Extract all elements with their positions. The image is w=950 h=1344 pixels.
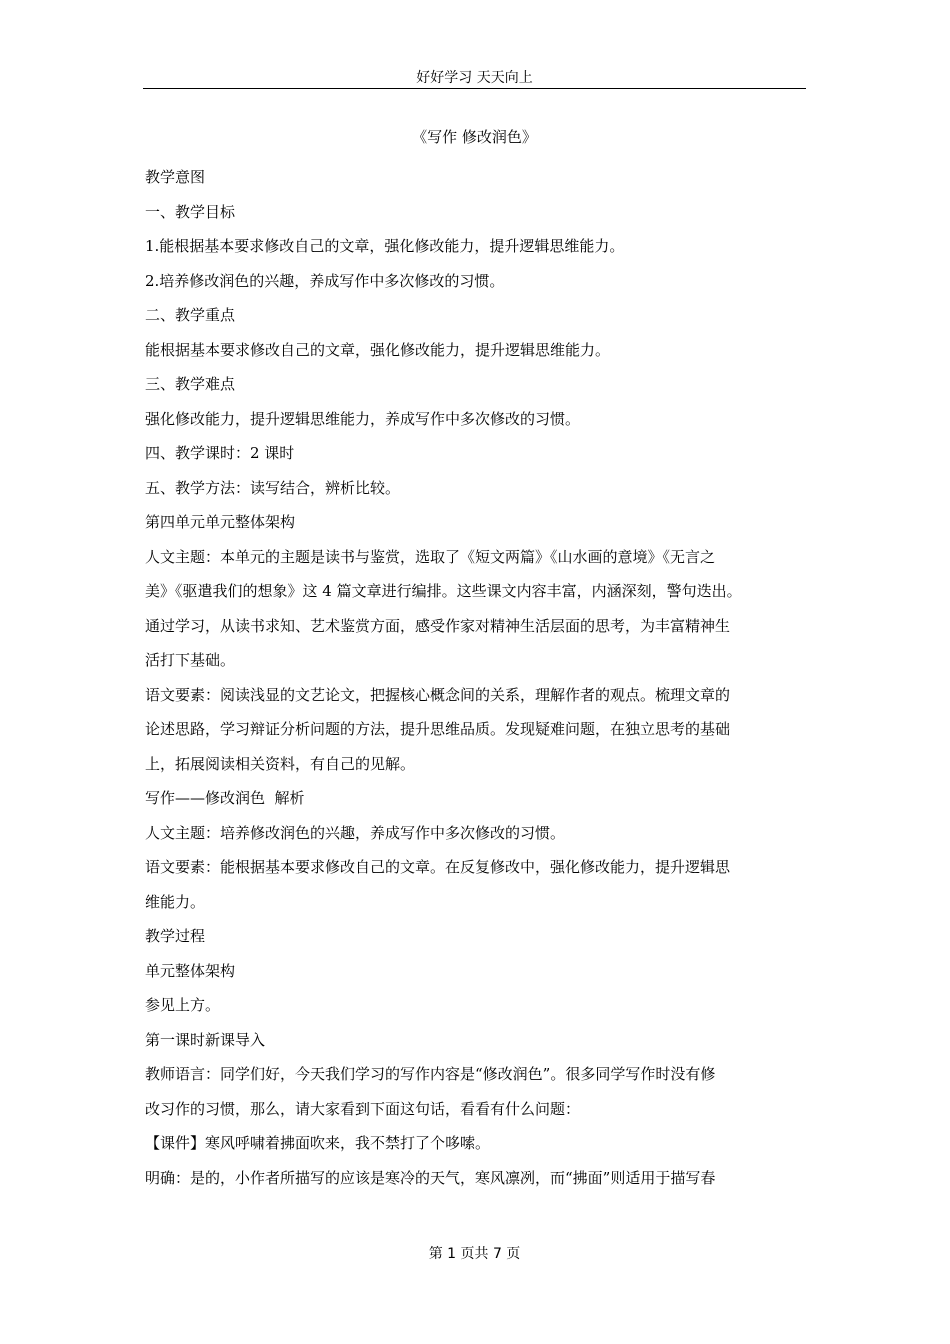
- body-line: 五、教学方法：读写结合，辨析比较。: [145, 478, 401, 497]
- body-line: 人文主题：本单元的主题是读书与鉴赏，选取了《短文两篇》《山水画的意境》《无言之: [145, 547, 716, 566]
- document-title: 《写作 修改润色》: [412, 128, 537, 146]
- body-line: 强化修改能力，提升逻辑思维能力，养成写作中多次修改的习惯。: [145, 409, 581, 428]
- body-line: 参见上方。: [145, 996, 221, 1014]
- body-line: 教学意图: [145, 168, 206, 186]
- header-rule: [143, 88, 806, 89]
- body-line: 美》《驱遣我们的想象》这 4 篇文章进行编排。这些课文内容丰富，内涵深刻，警句迭出。: [145, 582, 742, 600]
- body-line: 语文要素：阅读浅显的文艺论文，把握核心概念间的关系，理解作者的观点。梳理文章的: [145, 685, 731, 704]
- body-line: 第一课时新课导入: [145, 1030, 266, 1049]
- body-line: 单元整体架构: [145, 961, 236, 980]
- body-line: 活打下基础。: [145, 651, 236, 669]
- page-header: 好好学习 天天向上: [416, 70, 533, 86]
- page-footer: 第 1 页共 7 页: [428, 1246, 521, 1262]
- body-line: 四、教学课时：2 课时: [145, 444, 295, 462]
- body-line: 人文主题：培养修改润色的兴趣，养成写作中多次修改的习惯。: [145, 823, 566, 842]
- body-line: 一、教学目标: [145, 202, 236, 221]
- body-line: 语文要素：能根据基本要求修改自己的文章。在反复修改中，强化修改能力，提升逻辑思: [145, 858, 731, 876]
- body-line: 上，拓展阅读相关资料，有自己的见解。: [145, 754, 416, 773]
- body-line: 改习作的习惯，那么，请大家看到下面这句话，看看有什么问题：: [145, 1099, 581, 1118]
- body-line: 【课件】寒风呼啸着拂面吹来，我不禁打了个哆嗦。: [145, 1134, 491, 1152]
- body-line: 教师语言：同学们好，今天我们学习的写作内容是“修改润色”。很多同学写作时没有修: [145, 1065, 716, 1083]
- body-line: 1.能根据基本要求修改自己的文章，强化修改能力，提升逻辑思维能力。: [145, 237, 625, 255]
- body-line: 通过学习，从读书求知、艺术鉴赏方面，感受作家对精神生活层面的思考，为丰富精神生: [145, 616, 731, 635]
- body-line: 论述思路，学习辩证分析问题的方法，提升思维品质。发现疑难问题，在独立思考的基础: [145, 720, 731, 738]
- body-line: 2.培养修改润色的兴趣，养成写作中多次修改的习惯。: [145, 271, 505, 290]
- body-line: 明确：是的，小作者所描写的应该是寒冷的天气，寒风凛冽，而“拂面”则适用于描写春: [145, 1168, 716, 1187]
- body-line: 三、教学难点: [145, 375, 236, 393]
- body-line: 维能力。: [145, 892, 206, 911]
- body-line: 二、教学重点: [145, 306, 236, 324]
- body-line: 能根据基本要求修改自己的文章，强化修改能力，提升逻辑思维能力。: [145, 340, 611, 359]
- document-body: [145, 160, 809, 1195]
- body-line: 写作——修改润色 解析: [145, 789, 305, 807]
- body-line: 教学过程: [145, 927, 206, 945]
- body-line: 第四单元单元整体架构: [145, 513, 296, 531]
